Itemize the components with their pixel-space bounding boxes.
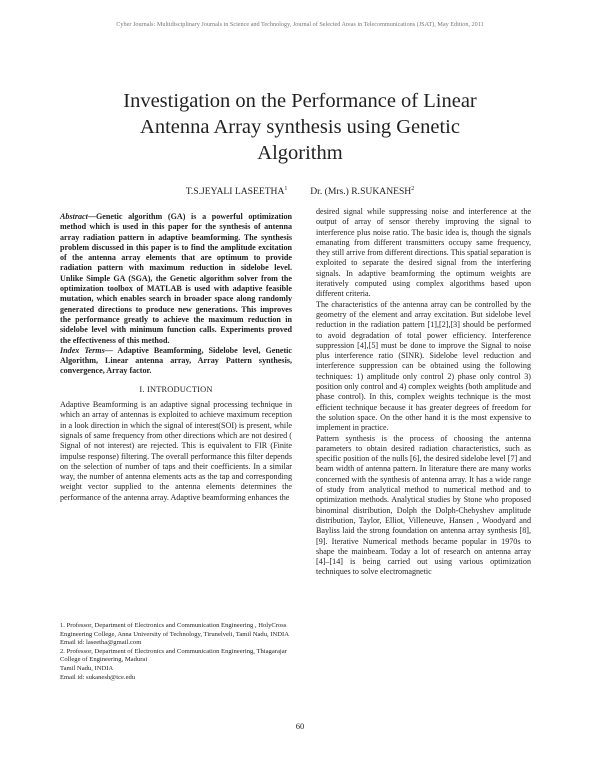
footnote-2-email: Email id: sukanesh@tce.edu (60, 673, 136, 681)
abstract-text: Genetic algorithm (GA) is a powerful optimization method which is used in this paper for the synthesis of antenna array radiation pattern in adaptive beamforming. The synthesis problem discussed in this paper is to find the amplitude excitation of the antenna array elements that are optimum to provide radiation pattern with maximum reduction in sidelobe level. Unlike Simple GA (SGA), the Genetic algorithm solver from the optimization toolbox of MATLAB is used with adaptive feasible mutation, which enables search in broader space along randomly generated directions to produce new generations. This improves the performance greatly to achieve the maximum reduction in sidelobe level with minimum function calls. Experiments proved the effectiveness of this method. (60, 212, 292, 345)
abstract (60, 212, 292, 346)
right-column (316, 207, 531, 578)
author-1: T.S.JEYALI LASEETHA (185, 186, 285, 198)
left-column (60, 212, 292, 503)
title-line-3: Algorithm (257, 142, 343, 164)
right-paragraph-2: The characteristics of the antenna array can be controlled by the geometry of the element and array excitation. But sidelobe level reduction in the radiation pattern [1],[2],[3] should be performed to avoid degradation of total power efficiency. Interference suppression [4],[5] must be done to improve the Signal to noise plus interference ratio (SINR). Sidelobe level reduction and interference suppression can be obtained using the following techniques: 1) amplitude only control 2) phase only control 3) position only control and 4) complex weights (both amplitude and phase control). In this, complex weights technique is the most efficient technique because it has greater degrees of freedom for the solution space. On the other hand it is the most expensive to implement in practice. (316, 299, 531, 433)
paper-title (60, 88, 540, 166)
journal-header: Cyber Journals: Multidisciplinary Journals in Science and Technology, Journal of Selected Areas in Telecommunications (JSAT), May Edition, 2011 (116, 21, 484, 28)
right-paragraph-3: Pattern synthesis is the process of choosing the antenna parameters to obtain desired radiation characteristics, such as specific position of the nulls [6], the desired sidelobe level [7] and beam width of antenna pattern. In literature there are many works concerned with the synthesis of antenna array. It has a wide range of study from analytical method to numerical method and to optimization methods. Analytical studies by Stone who proposed binominal distribution, Dolph the Dolph-Chebyshev amplitude distribution, Taylor, Elliot, Villeneuve, Hansen , Woodyard and Bayliss laid the strong foundation on antenna array synthesis [8],[9]. Iterative Numerical methods became popular in 1970s to shape the mainbeam. Today a lot of research on antenna array [4]–[14] is being carried out using various optimization techniques to solve electromagnetic (316, 433, 531, 577)
footnote-2-location: Tamil Nadu, INDIA (60, 664, 114, 672)
title-line-1: Investigation on the Performance of Linear (123, 90, 477, 112)
footnote-1: 1. Professor, Department of Electronics and Communication Engineering , HolyCross Engineering College, Anna University of Technology, Tirunelveli, Tamil Nadu, INDIA (60, 622, 289, 638)
title-line-2: Antenna Array synthesis using Genetic (140, 116, 460, 138)
author-1-affiliation-mark: 1 (284, 186, 288, 192)
abstract-label: Abstract— (60, 212, 96, 221)
section-heading-introduction: I. INTRODUCTION (139, 384, 213, 394)
footnote-1-email: Email id: laseetha@gmail.com (60, 639, 142, 647)
author-line (0, 186, 600, 197)
author-2: Dr. (Mrs.) R.SUKANESH (310, 186, 412, 198)
footnotes (60, 622, 292, 682)
footnote-2: 2. Professor, Department of Electronics and Communication Engineering, Thiagarajar College of Engineering, Madurai (60, 647, 287, 664)
author-2-affiliation-mark: 2 (411, 186, 415, 192)
page-number: 60 (295, 721, 305, 731)
index-terms-text: Adaptive Beamforming, Sidelobe level, Genetic Algorithm, Linear antenna array, Array Pattern synthesis, convergence, Array factor. (60, 345, 292, 376)
introduction-paragraph: Adaptive Beamforming is an adaptive signal processing technique in which an array of antennas is exploited to achieve maximum reception in a look direction in which the signal of interest(SOI) is present, while signals of same frequency from other directions which are not desired ( Signal of not interest) are rejected. This is equivalent to FIR (Finite impulse response) filtering. The overall performance this filter depends on the selection of number of taps and their coefficients. In a similar way, the number of antenna elements acts as the tap and corresponding weight vector supplied to the antenna elements determines the performance of the antenna array. Adaptive beamforming enhances the (60, 400, 292, 502)
index-terms-label: Index Terms— (60, 345, 113, 355)
right-paragraph-1: desired signal while suppressing noise and interference at the output of array of sensor thereby improving the signal to interference plus noise ratio. The basic idea is, though the signals emanating from different transmitters occupy same frequency, they still arrive from different directions. This spatial separation is exploited to separate the desired signal from the interfering signals. In adaptive beamforming the optimum weights are iteratively computed using complex algorithms based upon different criteria. (316, 207, 531, 299)
index-terms (60, 346, 292, 377)
